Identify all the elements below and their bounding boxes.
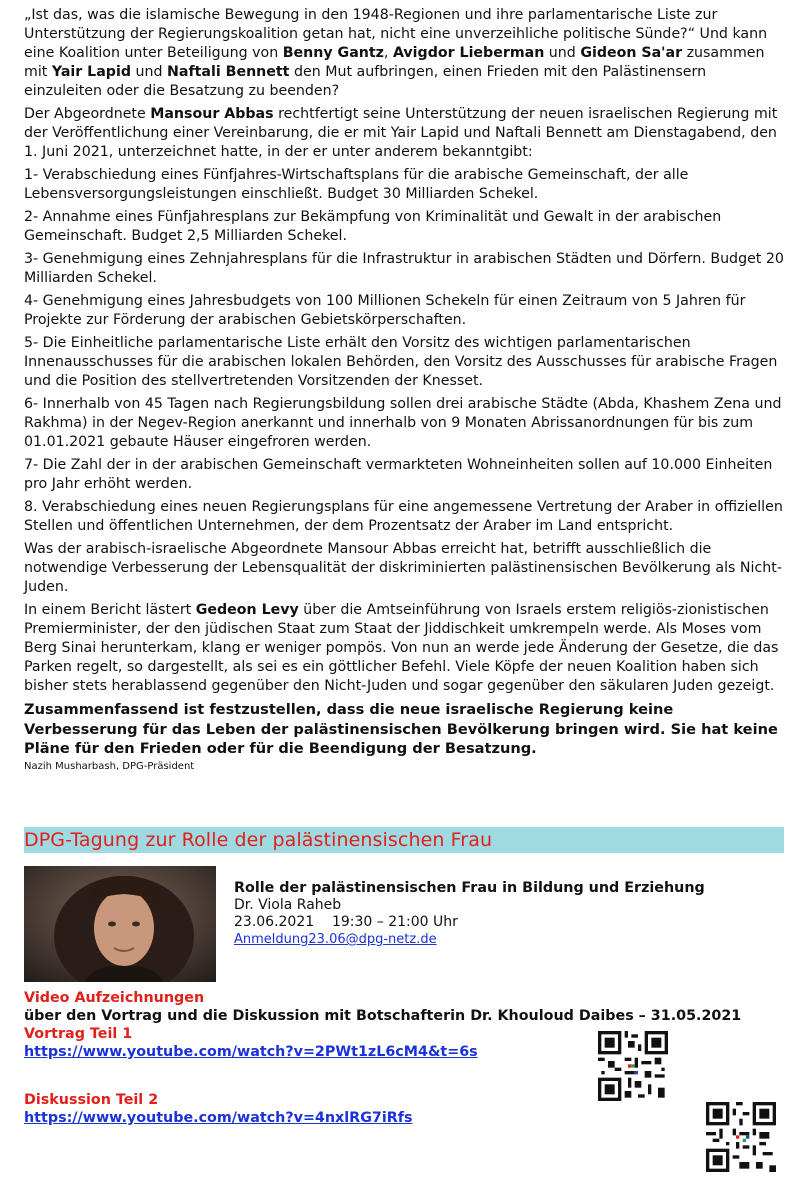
portrait-image [24,866,216,982]
list-item: 8. Verabschiedung eines neuen Regierungsplans für eine angemessene Vertretung der Araber in offiziellen Stellen und öffentlichen Unternehmen, der dem Prozentsatz der Araber im Land entspricht. [24,499,783,534]
event-title: Rolle der palästinensischen Frau in Bildung und Erziehung [234,880,705,896]
paragraph-achievement: Was der arabisch-israelische Abgeordnete Mansour Abbas erreicht hat, betrifft ausschließlich die notwendige Verbesserung der Lebensqualität der diskriminierten palästinensischen Bevölkerung als Nicht-Juden. [24,541,782,595]
list-item: 2- Annahme eines Fünfjahresplans zur Bekämpfung von Kriminalität und Gewalt in der arabischen Gemeinschaft. Budget 2,5 Milliarden Schekel. [24,209,722,244]
registration-email-link[interactable]: Anmeldung23.06@dpg-netz.de [234,932,437,947]
qr-code-icon [706,1102,776,1172]
list-item: 1- Verabschiedung eines Fünfjahres-Wirtschaftsplans für die arabische Gemeinschaft, der alle Lebensversorgungsleistungen einschließt. Budget 30 Milliarden Schekel. [24,167,689,202]
event-block [24,866,784,982]
article [24,6,784,774]
qr-code-icon [598,1031,668,1101]
event-time: 19:30 – 21:00 Uhr [331,914,458,930]
video-heading: Video Aufzeichnungen [24,990,205,1006]
speaker-photo [24,866,216,982]
section-banner [24,827,784,853]
paragraph-levy: In einem Bericht lästert Gedeon Levy über die Amtseinführung von Israels erstem religiös-zionistischen Premierminister, der den jüdischen Staat zum Staat der Jiddischkeit umkrempeln werde. Als Moses vom Berg Sinai herunterkam, klang er weniger pompös. Von nun an werde jede Änderung der Gesetze, die das Parken regelt, so dargestellt, als sei es ein göttlicher Befehl. Viele Köpfe der neuen Koalition haben sich bisher stets herablassend gegenüber den Nicht-Juden und sogar gegenüber den säkularen Juden gezeigt. [24,602,779,694]
list-item: 3- Genehmigung eines Zehnjahresplans für die Infrastruktur in arabischen Städten und Dörfern. Budget 20 Milliarden Schekel. [24,251,784,286]
part1-link[interactable]: https://www.youtube.com/watch?v=2PWt1zL6cM4&t=6s [24,1044,478,1060]
part2-label: Diskussion Teil 2 [24,1092,159,1108]
video-subheading: über den Vortrag und die Diskussion mit Botschafterin Dr. Khouloud Daibes – 31.05.2021 [24,1008,742,1024]
event-speaker: Dr. Viola Raheb [234,897,342,913]
event-datetime [234,914,705,931]
part1-label: Vortrag Teil 1 [24,1026,133,1042]
list-item: 6- Innerhalb von 45 Tagen nach Regierungsbildung sollen drei arabische Städte (Abda, Khashem Zena und Rakhma) in der Negev-Region anerkannt und innerhalb von 9 Monaten Abrissanordnungen für bis zum 01.01.2021 gebaute Häuser eingefroren werden. [24,396,782,450]
event-details [234,880,705,948]
paragraph-question: „Ist das, was die islamische Bewegung in den 1948-Regionen und ihre parlamentarische Liste zur Unterstützung der Regierungskoalition getan hat, nicht eine unverzeihliche politische Sünde?“ Und kann eine Koalition unter Beteiligung von Benny Gantz, Avigdor Lieberman und Gideon Sa'ar zusammen mit Yair Lapid und Naftali Bennett den Mut aufbringen, einen Frieden mit den Palästinensern einzuleiten oder die Besatzung zu beenden? [24,7,768,99]
list-item: 5- Die Einheitliche parlamentarische Liste erhält den Vorsitz des wichtigen parlamentarischen Innenausschusses für die arabischen lokalen Behörden, den Vorsitz des Ausschusses für arabische Fragen und die Position des stellvertretenden Vorsitzenden der Knesset. [24,335,778,389]
signature: Nazih Musharbash, DPG-Präsident [24,760,195,772]
list-item: 7- Die Zahl der in der arabischen Gemeinschaft vermarkteten Wohneinheiten sollen auf 10.000 Einheiten pro Jahr erhöht werden. [24,457,773,492]
event-date: 23.06.2021 [234,914,315,930]
summary-paragraph: Zusammenfassend ist festzustellen, dass die neue israelische Regierung keine Verbesserung für das Leben der palästinensischen Bevölkerung bringen wird. Sie hat keine Pläne für den Frieden oder für die Beendigung der Besatzung. [24,701,778,757]
video-section [24,989,784,1127]
banner-title: DPG-Tagung zur Rolle der palästinensischen Frau [24,829,493,851]
part2-link[interactable]: https://www.youtube.com/watch?v=4nxlRG7iRfs [24,1110,413,1126]
paragraph-abbas: Der Abgeordnete Mansour Abbas rechtfertigt seine Unterstützung der neuen israelischen Regierung mit der Veröffentlichung einer Vereinbarung, die er mit Yair Lapid und Naftali Bennett am Dienstagabend, den 1. Juni 2021, unterzeichnet hatte, in der er unter anderem bekanntgibt: [24,106,778,160]
list-item: 4- Genehmigung eines Jahresbudgets von 100 Millionen Schekeln für einen Zeitraum von 5 Jahren für Projekte zur Förderung der arabischen Gebietskörperschaften. [24,293,746,328]
